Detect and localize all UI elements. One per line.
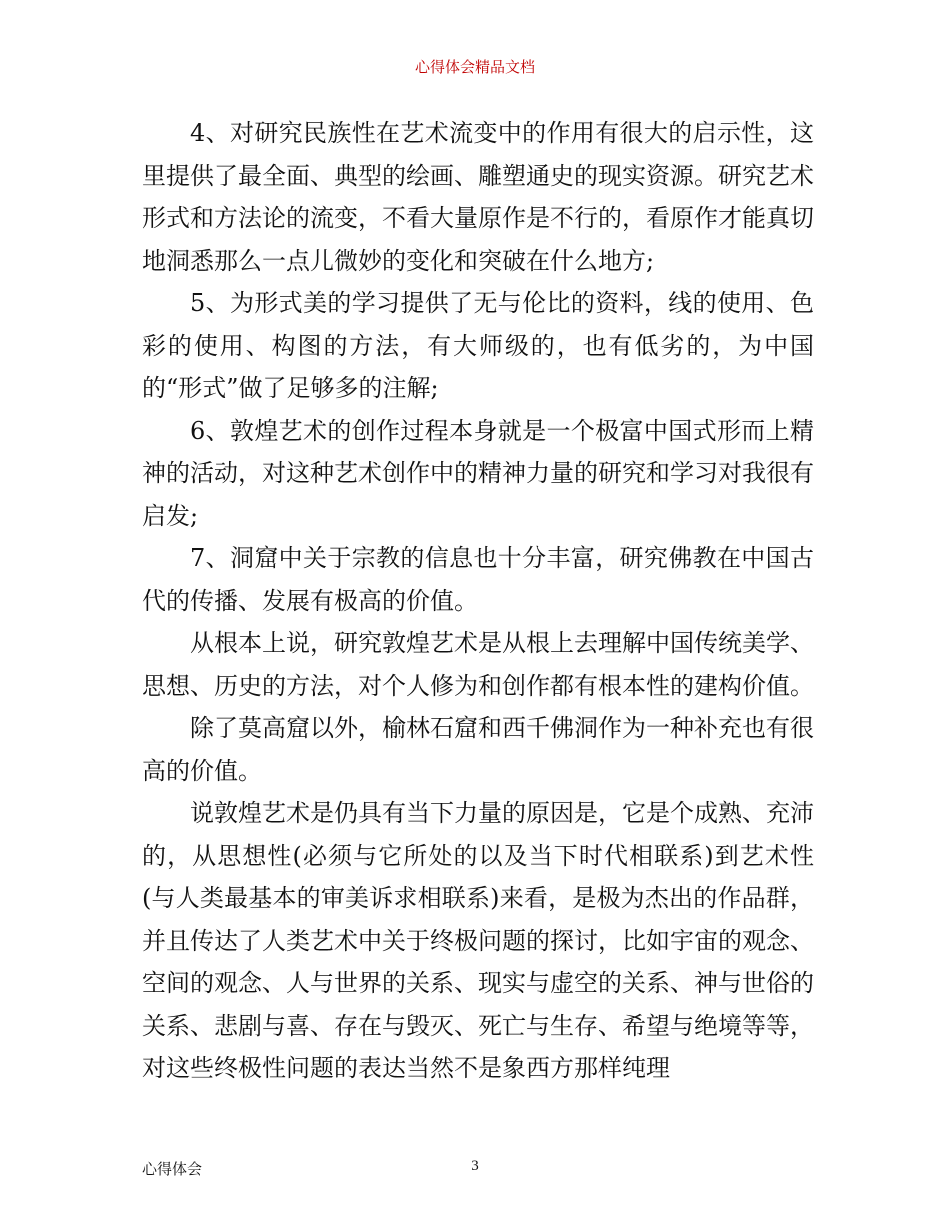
page-header-title: 心得体会精品文档 (414, 58, 535, 76)
paragraph-item-4: 4、对研究民族性在艺术流变中的作用有很大的启示性，这里提供了最全面、典型的绘画、雕塑通史的现实资源。研究艺术形式和方法论的流变，不看大量原作是不行的，看原作才能真切地洞悉那么一点儿微妙的变化和突破在什么地方; (142, 119, 814, 275)
page-footer-label: 心得体会 (142, 1160, 203, 1178)
paragraph-item-5: 5、为形式美的学习提供了无与伦比的资料，线的使用、色彩的使用、构图的方法，有大师级的，也有低劣的，为中国的“形式”做了足够多的注解; (142, 289, 814, 402)
paragraph-other-grottoes: 除了莫高窟以外，榆林石窟和西千佛洞作为一种补充也有很高的价值。 (142, 714, 814, 785)
paragraph-item-7: 7、洞窟中关于宗教的信息也十分丰富，研究佛教在中国古代的传播、发展有极高的价值。 (142, 544, 814, 615)
paragraph-contemporary-power: 说敦煌艺术是仍具有当下力量的原因是，它是个成熟、充沛的，从思想性(必须与它所处的以及当下时代相联系)到艺术性(与人类最基本的审美诉求相联系)来看，是极为杰出的作品群，并且传达了人类艺术中关于终极问题的探讨，比如宇宙的观念、空间的观念、人与世界的关系、现实与虚空的关系、神与世俗的关系、悲剧与喜、存在与毁灭、死亡与生存、希望与绝境等等，对这些终极性问题的表达当然不是象西方那样纯理 (142, 799, 814, 1082)
paragraph-summary: 从根本上说，研究敦煌艺术是从根上去理解中国传统美学、思想、历史的方法，对个人修为和创作都有根本性的建构价值。 (142, 629, 814, 700)
document-body (142, 112, 814, 1090)
page-number: 3 (471, 1158, 479, 1174)
paragraph-item-6: 6、敦煌艺术的创作过程本身就是一个极富中国式形而上精神的活动，对这种艺术创作中的精神力量的研究和学习对我很有启发; (142, 416, 814, 530)
